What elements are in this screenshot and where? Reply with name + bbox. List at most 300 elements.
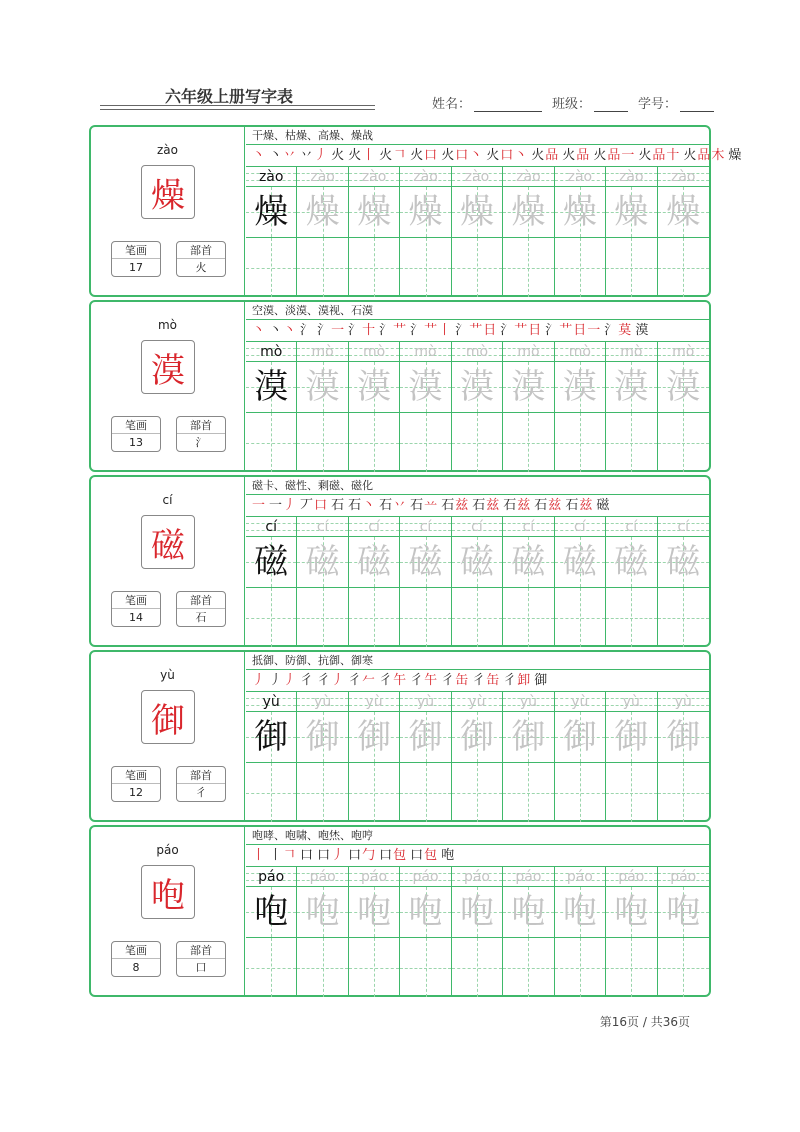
stroke-step: 丶 [252,323,267,338]
radical-value: 口 [195,961,207,974]
character-card [89,825,711,997]
char-cell[interactable] [555,362,605,413]
pinyin-trace: páo [618,869,645,885]
example-words: 空漠、淡漠、漠视、石漠 [246,302,709,320]
writing-grid [246,867,709,997]
pinyin-cell[interactable] [246,867,296,887]
char-cell[interactable] [555,712,605,763]
blank-practice-cell[interactable] [606,763,656,822]
model-character: 御 [141,690,195,744]
stroke-order [246,320,709,342]
practice-column[interactable] [297,867,348,997]
blank-practice-cell[interactable] [400,763,450,822]
stroke-step: 口包 [379,848,408,863]
blank-practice-cell[interactable] [606,588,656,647]
char-trace: 磁 [562,542,597,582]
stroke-count-box [111,416,161,452]
practice-column[interactable] [297,517,348,647]
char-cell[interactable] [658,537,709,588]
blank-practice-cell[interactable] [658,413,709,472]
stroke-count-label: 笔画 [112,592,160,609]
char-cell[interactable] [349,362,399,413]
practice-column[interactable] [452,517,503,647]
practice-column[interactable] [555,167,606,297]
pinyin-cell[interactable] [452,692,502,712]
pinyin-cell[interactable] [246,517,296,537]
char-trace: 咆 [562,892,597,932]
char-cell[interactable] [452,362,502,413]
stroke-step: 彳缶 [472,673,501,688]
stroke-count-box [111,241,161,277]
blank-practice-cell[interactable] [606,238,656,297]
char-sample: 咆 [254,892,289,932]
char-trace: 御 [357,717,392,757]
char-cell[interactable] [297,712,347,763]
practice-column[interactable] [503,167,554,297]
char-trace: 御 [408,717,443,757]
stroke-step: 彳𠂉 [348,673,377,688]
pinyin-trace: zào [619,169,644,185]
char-cell[interactable] [400,187,450,238]
pinyin-cell[interactable] [452,167,502,187]
stroke-step: 氵 [300,323,315,338]
pinyin-cell[interactable] [246,342,296,362]
pinyin-cell[interactable] [297,167,347,187]
char-cell[interactable] [297,537,347,588]
stroke-step: 火品 [531,148,560,163]
char-cell[interactable] [503,362,553,413]
pinyin-cell[interactable] [555,867,605,887]
blank-practice-cell[interactable] [606,413,656,472]
char-trace: 咆 [614,892,649,932]
pinyin-cell[interactable] [452,867,502,887]
stroke-step: 火口丶 [441,148,484,163]
char-cell[interactable] [658,712,709,763]
pinyin-cell[interactable] [400,342,450,362]
blank-practice-cell[interactable] [297,763,347,822]
practice-area [246,127,743,295]
stroke-step: 丆口 [300,498,329,513]
stroke-step: 氵艹丨 [410,323,453,338]
char-info-panel [91,302,245,470]
char-trace: 漠 [357,367,392,407]
char-cell[interactable] [349,712,399,763]
char-cell[interactable] [400,537,450,588]
pinyin-trace: cí [316,519,329,535]
char-trace: 咆 [408,892,443,932]
char-trace: 磁 [459,542,494,582]
id-field[interactable] [638,93,714,112]
radical-box [176,766,226,802]
blank-practice-cell[interactable] [452,763,502,822]
name-blank[interactable] [474,98,542,112]
blank-practice-cell[interactable] [246,763,296,822]
char-sample: 漠 [254,367,289,407]
stroke-step: 火品十 [638,148,681,163]
char-cell[interactable] [452,887,502,938]
pinyin-cell[interactable] [606,167,656,187]
pinyin-trace: cí [677,519,690,535]
practice-column[interactable] [400,167,451,297]
char-trace: 漠 [666,367,701,407]
practice-column[interactable] [349,517,400,647]
practice-column[interactable] [555,692,606,822]
pinyin-cell[interactable] [349,342,399,362]
blank-practice-cell[interactable] [658,588,709,647]
char-trace: 御 [562,717,597,757]
blank-practice-cell[interactable] [658,763,709,822]
char-trace: 燥 [305,192,340,232]
blank-practice-cell[interactable] [400,938,450,997]
pinyin-trace: mò [672,344,695,360]
blank-practice-cell[interactable] [297,938,347,997]
pinyin-cell[interactable] [349,867,399,887]
char-trace: 御 [459,717,494,757]
stroke-step: 氵一 [317,323,346,338]
char-cell[interactable] [606,712,656,763]
pinyin-cell[interactable] [555,517,605,537]
practice-column[interactable] [246,517,297,647]
practice-column[interactable] [555,517,606,647]
blank-practice-cell[interactable] [555,413,605,472]
practice-column[interactable] [503,867,554,997]
blank-practice-cell[interactable] [400,588,450,647]
pinyin-cell[interactable] [658,167,709,187]
pinyin-cell[interactable] [555,342,605,362]
blank-practice-cell[interactable] [349,588,399,647]
blank-practice-cell[interactable] [503,938,553,997]
blank-practice-cell[interactable] [555,588,605,647]
practice-column[interactable] [606,517,657,647]
stroke-count-label: 笔画 [112,242,160,259]
radical-value: 石 [195,611,207,624]
pinyin-cell[interactable] [452,342,502,362]
char-cell[interactable] [246,537,296,588]
practice-column[interactable] [297,692,348,822]
practice-column[interactable] [349,867,400,997]
char-cell[interactable] [658,362,709,413]
pinyin-trace: páo [309,869,336,885]
char-cell[interactable] [503,712,553,763]
blank-practice-cell[interactable] [349,763,399,822]
stroke-step: 彳午 [410,673,439,688]
stroke-step: 咆 [441,848,456,863]
stroke-step: 火 [331,148,346,163]
stroke-step: 氵艹 [379,323,408,338]
char-cell[interactable] [246,712,296,763]
pinyin-trace: páo [566,869,593,885]
char-cell[interactable] [400,362,450,413]
practice-column[interactable] [606,867,657,997]
char-cell[interactable] [606,362,656,413]
practice-column[interactable] [297,167,348,297]
pinyin-trace: zào [310,169,335,185]
pinyin-cell[interactable] [400,517,450,537]
blank-practice-cell[interactable] [555,763,605,822]
char-cell[interactable] [555,187,605,238]
char-cell[interactable] [606,537,656,588]
blank-practice-cell[interactable] [297,413,347,472]
blank-practice-cell[interactable] [503,763,553,822]
blank-practice-cell[interactable] [503,238,553,297]
stroke-step: 石 [331,498,346,513]
blank-practice-cell[interactable] [658,938,709,997]
pinyin-cell[interactable] [555,167,605,187]
stroke-order [246,495,709,517]
pinyin-cell[interactable] [349,517,399,537]
stroke-step: 石兹 [503,498,532,513]
practice-column[interactable] [452,692,503,822]
info-pinyin: yù [160,668,175,682]
pinyin-cell[interactable] [503,167,553,187]
pinyin-cell[interactable] [246,167,296,187]
practice-column[interactable] [503,692,554,822]
pinyin-trace: zào [516,169,541,185]
char-sample: 御 [254,717,289,757]
practice-area [246,302,709,470]
pinyin-cell[interactable] [555,692,605,712]
pinyin-cell[interactable] [606,692,656,712]
stroke-step: 彳缶 [441,673,470,688]
class-blank[interactable] [594,98,628,112]
pinyin-cell[interactable] [349,167,399,187]
radical-label: 部首 [177,242,225,259]
blank-practice-cell[interactable] [503,588,553,647]
stroke-step: 石兹 [534,498,563,513]
char-cell[interactable] [503,537,553,588]
stroke-step: 彳丿 [317,673,346,688]
char-cell[interactable] [658,187,709,238]
pinyin-cell[interactable] [297,692,347,712]
blank-practice-cell[interactable] [297,238,347,297]
pinyin-sample: cí [265,519,277,535]
practice-column[interactable] [400,517,451,647]
pinyin-cell[interactable] [452,517,502,537]
stroke-count-value: 13 [129,436,143,449]
char-cell[interactable] [400,887,450,938]
blank-practice-cell[interactable] [452,238,502,297]
pinyin-sample: yù [262,694,280,710]
character-card [89,125,743,297]
char-cell[interactable] [400,712,450,763]
name-label: 姓名： [432,97,472,112]
stroke-step: 磁 [596,498,611,513]
radical-box [176,591,226,627]
pinyin-cell[interactable] [606,517,656,537]
pinyin-cell[interactable] [297,342,347,362]
practice-column[interactable] [400,692,451,822]
practice-column[interactable] [658,517,709,647]
stroke-step: 石兹 [565,498,594,513]
stroke-step: 氵艹日一 [545,323,602,338]
practice-column[interactable] [503,342,554,472]
pinyin-trace: zào [413,169,438,185]
blank-practice-cell[interactable] [452,588,502,647]
writing-grid [246,342,709,472]
char-cell[interactable] [246,362,296,413]
practice-column[interactable] [400,867,451,997]
blank-practice-cell[interactable] [349,238,399,297]
char-cell[interactable] [452,537,502,588]
info-pinyin: mò [157,318,178,332]
practice-column[interactable] [658,342,709,472]
practice-column[interactable] [606,342,657,472]
stroke-step: 丶 [252,148,267,163]
blank-practice-cell[interactable] [246,238,296,297]
pinyin-trace: zào [670,169,696,185]
pinyin-trace: páo [515,869,542,885]
blank-practice-cell[interactable] [452,938,502,997]
pinyin-trace: mò [465,344,489,360]
stroke-step: 丷丿 [300,148,329,163]
practice-column[interactable] [658,867,709,997]
pinyin-cell[interactable] [503,692,553,712]
class-field[interactable] [552,93,628,112]
pinyin-cell[interactable] [400,867,450,887]
char-cell[interactable] [503,887,553,938]
char-cell[interactable] [658,887,709,938]
pinyin-cell[interactable] [606,867,656,887]
char-cell[interactable] [452,712,502,763]
practice-column[interactable] [349,342,400,472]
model-character: 咆 [141,865,195,919]
blank-practice-cell[interactable] [246,413,296,472]
char-trace: 咆 [511,892,546,932]
name-field[interactable] [432,93,542,112]
practice-column[interactable] [606,167,657,297]
char-trace: 磁 [666,542,701,582]
practice-column[interactable] [503,517,554,647]
char-cell[interactable] [349,887,399,938]
blank-practice-cell[interactable] [452,413,502,472]
blank-practice-cell[interactable] [246,938,296,997]
blank-practice-cell[interactable] [246,588,296,647]
char-trace: 咆 [305,892,340,932]
char-cell[interactable] [503,187,553,238]
pinyin-trace: yù [519,694,537,710]
char-cell[interactable] [606,187,656,238]
pinyin-cell[interactable] [297,867,347,887]
char-cell[interactable] [297,362,347,413]
char-cell[interactable] [297,187,347,238]
pinyin-cell[interactable] [658,342,709,362]
char-trace: 漠 [511,367,546,407]
character-card [89,300,711,472]
practice-column[interactable] [658,692,709,822]
pinyin-trace: cí [574,519,586,535]
id-label: 学号： [638,97,678,112]
pinyin-trace: cí [419,519,432,535]
char-cell[interactable] [349,537,399,588]
pinyin-trace: cí [471,519,483,535]
blank-practice-cell[interactable] [606,938,656,997]
example-words: 磁卡、磁性、剩磁、磁化 [246,477,709,495]
char-trace: 燥 [459,192,494,232]
char-trace: 漠 [305,367,340,407]
char-trace: 燥 [614,192,649,232]
pinyin-cell[interactable] [400,167,450,187]
writing-grid [246,692,709,822]
blank-practice-cell[interactable] [503,413,553,472]
char-cell[interactable] [349,187,399,238]
char-cell[interactable] [555,887,605,938]
char-trace: 漠 [614,367,649,407]
stroke-order [246,845,709,867]
pinyin-trace: cí [522,519,535,535]
pinyin-cell[interactable] [503,517,553,537]
char-trace: 燥 [408,192,443,232]
radical-value: 火 [195,261,207,274]
practice-column[interactable] [246,342,297,472]
pinyin-cell[interactable] [349,692,399,712]
stroke-count-value: 14 [129,611,143,624]
radical-value: 氵 [195,436,207,449]
pinyin-cell[interactable] [658,517,709,537]
practice-column[interactable] [297,342,348,472]
practice-column[interactable] [555,867,606,997]
char-cell[interactable] [606,887,656,938]
practice-column[interactable] [349,692,400,822]
radical-box [176,416,226,452]
pinyin-cell[interactable] [606,342,656,362]
pinyin-trace: mò [620,344,643,360]
pinyin-trace: mò [362,344,386,360]
practice-column[interactable] [246,167,297,297]
char-trace: 咆 [459,892,494,932]
practice-column[interactable] [400,342,451,472]
blank-practice-cell[interactable] [297,588,347,647]
stroke-step: 石丶 [348,498,377,513]
blank-practice-cell[interactable] [658,238,709,297]
pinyin-trace: mò [414,344,437,360]
stroke-step: 氵艹日 [455,323,498,338]
practice-column[interactable] [246,692,297,822]
pinyin-cell[interactable] [400,692,450,712]
blank-practice-cell[interactable] [400,238,450,297]
stroke-step: 口勹 [348,848,377,863]
blank-practice-cell[interactable] [400,413,450,472]
char-sample: 磁 [254,542,289,582]
practice-column[interactable] [658,167,709,297]
char-cell[interactable] [246,887,296,938]
char-cell[interactable] [555,537,605,588]
blank-practice-cell[interactable] [555,938,605,997]
pinyin-cell[interactable] [658,692,709,712]
pinyin-trace: yù [674,694,692,710]
char-cell[interactable] [452,187,502,238]
practice-column[interactable] [452,167,503,297]
char-trace: 磁 [408,542,443,582]
practice-column[interactable] [452,342,503,472]
pinyin-cell[interactable] [503,342,553,362]
blank-practice-cell[interactable] [349,413,399,472]
id-blank[interactable] [680,98,714,112]
blank-practice-cell[interactable] [555,238,605,297]
char-cell[interactable] [297,887,347,938]
practice-column[interactable] [452,867,503,997]
info-pinyin: zào [157,143,178,157]
pinyin-cell[interactable] [246,692,296,712]
practice-column[interactable] [606,692,657,822]
pinyin-cell[interactable] [658,867,709,887]
pinyin-cell[interactable] [503,867,553,887]
practice-column[interactable] [349,167,400,297]
blank-practice-cell[interactable] [349,938,399,997]
practice-column[interactable] [246,867,297,997]
char-cell[interactable] [246,187,296,238]
pinyin-cell[interactable] [297,517,347,537]
practice-column[interactable] [555,342,606,472]
